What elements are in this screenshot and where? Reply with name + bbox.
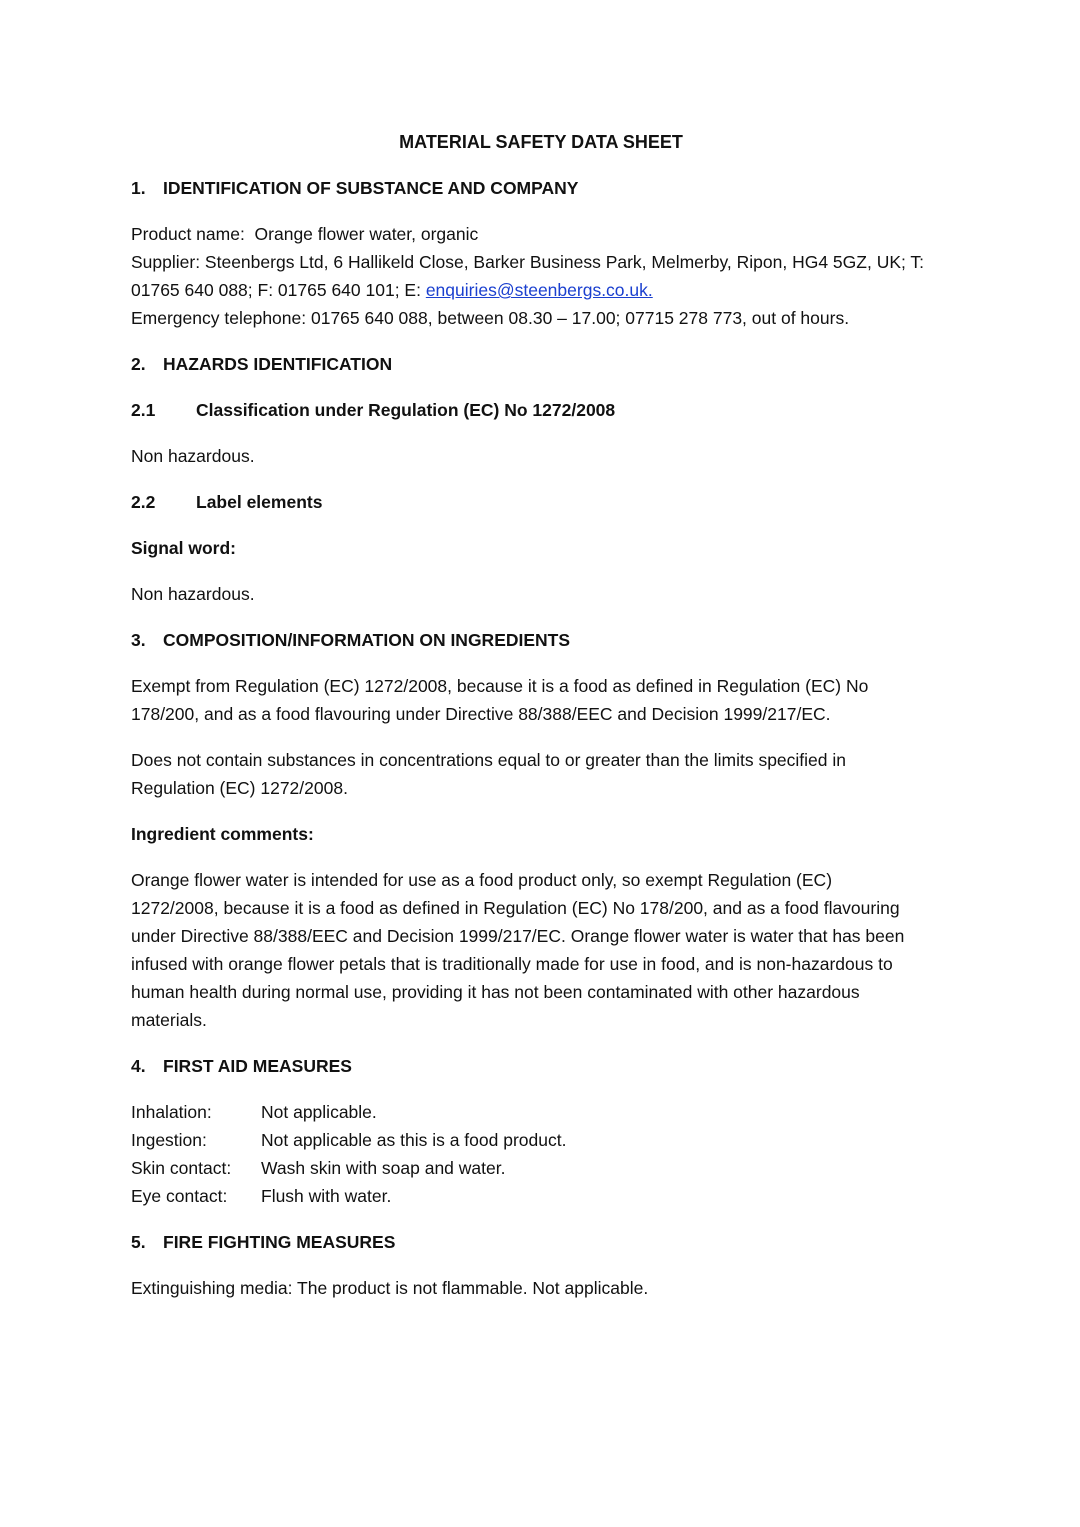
signal-word-label: Signal word:	[131, 538, 236, 558]
section-4-title: FIRST AID MEASURES	[163, 1056, 352, 1076]
subsection-2-2-number: 2.2	[131, 492, 156, 512]
section-2-title: HAZARDS IDENTIFICATION	[163, 354, 393, 374]
first-aid-label: Eye contact:	[131, 1186, 228, 1206]
section-5-heading	[131, 1228, 951, 1256]
exemption-paragraph	[131, 672, 951, 728]
section-2-heading	[131, 350, 951, 378]
concentration-line-1: Does not contain substances in concentrations equal to or greater than the limits specified in	[131, 750, 846, 770]
document-page	[131, 128, 951, 1320]
comments-line: Orange flower water is intended for use as a food product only, so exempt Regulation (EC)	[131, 870, 833, 890]
section-3-heading	[131, 626, 951, 654]
section-2-number: 2.	[131, 354, 146, 374]
subsection-2-1-heading	[131, 396, 951, 424]
product-name-label: Product name:	[131, 224, 245, 244]
section-1-heading	[131, 174, 951, 202]
comments-line: materials.	[131, 1010, 207, 1030]
first-aid-row	[131, 1182, 951, 1210]
supplier-line-1: Supplier: Steenbergs Ltd, 6 Hallikeld Close, Barker Business Park, Melmerby, Ripon, HG4 5GZ, UK; T:	[131, 252, 925, 272]
section-5-number: 5.	[131, 1232, 146, 1252]
comments-line: infused with orange flower petals that is traditionally made for use in food, and is non-hazardous to	[131, 954, 893, 974]
section-1-body	[131, 220, 951, 332]
signal-word-text: Non hazardous.	[131, 584, 255, 604]
first-aid-label: Skin contact:	[131, 1158, 232, 1178]
concentration-paragraph	[131, 746, 951, 802]
supplier-line-2	[131, 276, 951, 304]
section-3-number: 3.	[131, 630, 146, 650]
section-1-number: 1.	[131, 178, 146, 198]
first-aid-label: Ingestion:	[131, 1130, 207, 1150]
email-link[interactable]: enquiries@steenbergs.co.uk.	[425, 280, 653, 300]
product-name-line	[131, 220, 951, 248]
subsection-2-1-number: 2.1	[131, 400, 156, 420]
section-4-heading	[131, 1052, 951, 1080]
product-name-value: Orange flower water, organic	[254, 224, 479, 244]
first-aid-row	[131, 1154, 951, 1182]
concentration-line-2: Regulation (EC) 1272/2008.	[131, 778, 348, 798]
subsection-2-1-title: Classification under Regulation (EC) No 1272/2008	[196, 400, 616, 420]
first-aid-table	[131, 1098, 951, 1210]
section-5-title: FIRE FIGHTING MEASURES	[163, 1232, 396, 1252]
emergency-telephone: Emergency telephone: 01765 640 088, between 08.30 – 17.00; 07715 278 773, out of hours.	[131, 308, 850, 328]
supplier-contact: 01765 640 088; F: 01765 640 101; E:	[131, 280, 426, 300]
first-aid-value: Flush with water.	[261, 1186, 392, 1206]
exemption-line-2: 178/200, and as a food flavouring under Directive 88/388/EEC and Decision 1999/217/EC.	[131, 704, 831, 724]
section-3-title: COMPOSITION/INFORMATION ON INGREDIENTS	[163, 630, 571, 650]
comments-line: 1272/2008, because it is a food as defined in Regulation (EC) No 178/200, and as a food flavouring	[131, 898, 900, 918]
document-title: MATERIAL SAFETY DATA SHEET	[399, 132, 683, 152]
comments-line: under Directive 88/388/EEC and Decision 1999/217/EC. Orange flower water is water that has been	[131, 926, 905, 946]
section-1-title: IDENTIFICATION OF SUBSTANCE AND COMPANY	[163, 178, 579, 198]
first-aid-row	[131, 1126, 951, 1154]
subsection-2-2-title: Label elements	[196, 492, 323, 512]
first-aid-value: Not applicable.	[261, 1102, 377, 1122]
ingredient-comments-label: Ingredient comments:	[131, 824, 314, 844]
comments-line: human health during normal use, providing it has not been contaminated with other hazardous	[131, 982, 860, 1002]
first-aid-value: Wash skin with soap and water.	[261, 1158, 506, 1178]
ingredient-comments-paragraph	[131, 866, 951, 1034]
subsection-2-2-heading	[131, 488, 951, 516]
section-4-number: 4.	[131, 1056, 146, 1076]
first-aid-label: Inhalation:	[131, 1102, 212, 1122]
first-aid-row	[131, 1098, 951, 1126]
classification-text: Non hazardous.	[131, 446, 255, 466]
first-aid-value: Not applicable as this is a food product.	[261, 1130, 567, 1150]
exemption-line-1: Exempt from Regulation (EC) 1272/2008, because it is a food as defined in Regulation (EC) No	[131, 676, 869, 696]
extinguishing-media-text: Extinguishing media: The product is not flammable. Not applicable.	[131, 1278, 649, 1298]
